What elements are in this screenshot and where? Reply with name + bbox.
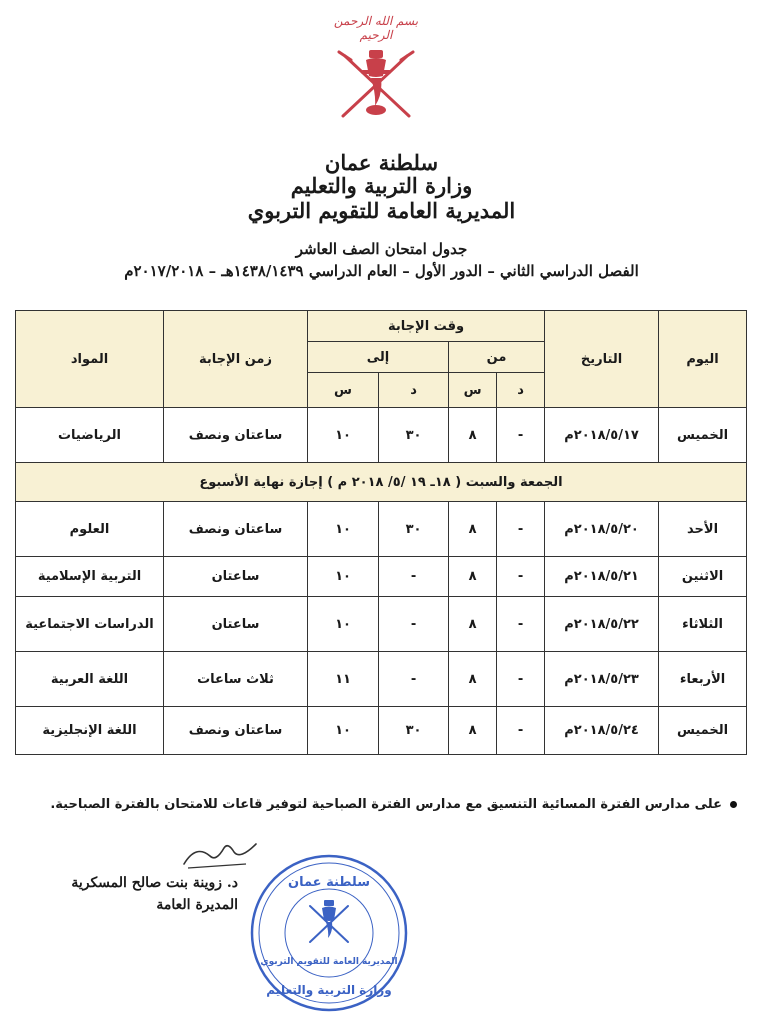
oman-emblem [326,14,426,124]
cell-day: الثلاثاء [659,597,747,652]
header-answer-time: وقت الإجابة [308,311,545,342]
cell-to-hour: ١٠ [308,408,379,463]
cell-date: ٢٠١٨/٥/٢٢م [545,597,659,652]
cell-date: ٢٠١٨/٥/١٧م [545,408,659,463]
table-row [16,597,747,652]
header-directorate: المديرية العامة للتقويم التربوي [247,198,516,223]
cell-date: ٢٠١٨/٥/٢٠م [545,502,659,557]
stamp-top-text: سلطنة عمان [287,875,371,890]
header-ministry: وزارة التربية والتعليم [290,173,473,198]
table-row [16,557,747,597]
header-to: إلى [308,342,449,373]
header-subject: المواد [16,311,164,408]
cell-duration: ساعتان [164,557,308,597]
cell-to-minute: - [379,652,449,707]
header-day: اليوم [659,311,747,408]
khanjar-emblem-icon [331,36,421,124]
cell-from-hour: ٨ [449,652,497,707]
bullet-icon [730,801,737,808]
header-to-hour: س [308,373,379,408]
cell-day: الاثنين [659,557,747,597]
cell-day: الخميس [659,408,747,463]
stamp-middle-text: المديرية العامة للتقويم التربوي [260,957,398,967]
cell-subject: الرياضيات [16,408,164,463]
cell-to-hour: ١٠ [308,597,379,652]
cell-from-hour: ٨ [449,707,497,755]
cell-from-hour: ٨ [449,597,497,652]
cell-duration: ساعتان ونصف [164,707,308,755]
table-row [16,652,747,707]
cell-to-hour: ١١ [308,652,379,707]
cell-from-minute: - [497,502,545,557]
cell-to-minute: ٣٠ [379,502,449,557]
stamp-bottom-text: وزارة التربية والتعليم [266,983,392,997]
basmala-text: بسم الله الرحمن الرحيم [333,14,419,42]
weekend-note: الجمعة والسبت ( ١٨ـ ١٩ /٥/ ٢٠١٨ م ) إجازة نهاية الأسبوع [16,463,747,502]
cell-to-minute: ٣٠ [379,707,449,755]
header-from-minute: د [497,373,545,408]
cell-day: الخميس [659,707,747,755]
exam-schedule-table [15,310,747,755]
cell-subject: الدراسات الاجتماعية [16,597,164,652]
cell-subject: اللغة الإنجليزية [16,707,164,755]
cell-from-minute: - [497,652,545,707]
cell-subject: التربية الإسلامية [16,557,164,597]
cell-to-minute: - [379,557,449,597]
cell-duration: ساعتان [164,597,308,652]
cell-subject: العلوم [16,502,164,557]
cell-to-hour: ١٠ [308,557,379,597]
signer-name: د. زوينة بنت صالح المسكرية [71,875,238,891]
cell-to-minute: ٣٠ [379,408,449,463]
footnote [50,797,737,812]
header-sultanate: سلطنة عمان [324,150,439,175]
schedule-subtitle: الفصل الدراسي الثاني – الدور الأول – العام الدراسي ١٤٣٨/١٤٣٩هـ – ٢٠١٧/٢٠١٨م [124,262,639,280]
cell-to-minute: - [379,597,449,652]
header-duration: زمن الإجابة [164,311,308,408]
cell-from-hour: ٨ [449,408,497,463]
schedule-title: جدول امتحان الصف العاشر [295,240,468,258]
cell-to-hour: ١٠ [308,707,379,755]
cell-from-hour: ٨ [449,557,497,597]
header-to-minute: د [379,373,449,408]
cell-duration: ثلاث ساعات [164,652,308,707]
table-row [16,408,747,463]
table-header-row [16,311,747,342]
cell-date: ٢٠١٨/٥/٢٤م [545,707,659,755]
signer-block [48,872,238,916]
cell-to-hour: ١٠ [308,502,379,557]
table-row [16,707,747,755]
cell-date: ٢٠١٨/٥/٢٣م [545,652,659,707]
cell-from-hour: ٨ [449,502,497,557]
footnote-text: على مدارس الفترة المسائية التنسيق مع مدارس الفترة الصباحية لتوفير قاعات للامتحان بالفترة الصباحية. [50,797,722,812]
header-from: من [449,342,545,373]
header-from-hour: س [449,373,497,408]
cell-duration: ساعتان ونصف [164,502,308,557]
cell-from-minute: - [497,597,545,652]
table-row [16,502,747,557]
cell-from-minute: - [497,707,545,755]
cell-from-minute: - [497,408,545,463]
cell-duration: ساعتان ونصف [164,408,308,463]
official-stamp [248,852,410,1014]
cell-subject: اللغة العربية [16,652,164,707]
cell-day: الأربعاء [659,652,747,707]
signer-position: المديرة العامة [156,897,238,913]
weekend-row [16,463,747,502]
cell-day: الأحد [659,502,747,557]
cell-from-minute: - [497,557,545,597]
header-date: التاريخ [545,311,659,408]
cell-date: ٢٠١٨/٥/٢١م [545,557,659,597]
